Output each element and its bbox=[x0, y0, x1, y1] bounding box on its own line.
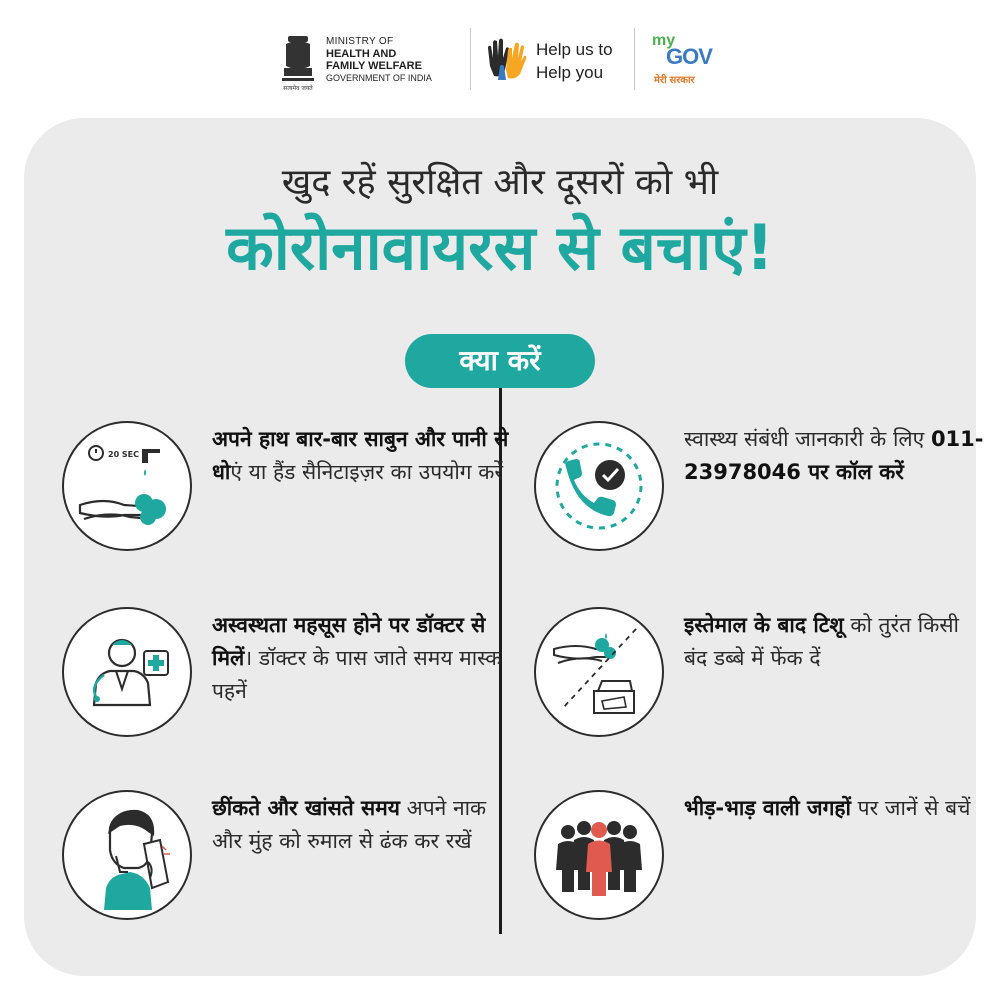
item-bold: इस्तेमाल के बाद टिशू bbox=[684, 613, 844, 637]
item-bold: भीड़-भाड़ वाली जगहों bbox=[684, 796, 851, 820]
mygov-tagline: मेरी सरकार bbox=[654, 75, 695, 86]
item-text bbox=[212, 423, 512, 489]
item-text bbox=[684, 792, 984, 825]
item-text bbox=[684, 609, 984, 675]
item-rest: एं या हैंड सैनिटाइज़र का उपयोग करें bbox=[230, 460, 503, 484]
item-text bbox=[212, 609, 512, 708]
header-divider bbox=[470, 28, 471, 90]
svg-text:सत्यमेव जयते: सत्यमेव जयते bbox=[283, 85, 313, 92]
crowd-icon bbox=[534, 790, 664, 920]
item-text bbox=[684, 423, 984, 489]
info-card bbox=[24, 118, 984, 976]
item-rest: पर जानें से बचें bbox=[851, 796, 971, 820]
help-line1: Help us to bbox=[536, 40, 613, 59]
raised-hands-icon bbox=[484, 36, 528, 84]
cover-sneeze-icon bbox=[62, 790, 192, 920]
item-text bbox=[212, 792, 512, 858]
item-rest: को तुरंत किसी बंद डब्बे में फेंक दें bbox=[684, 613, 959, 670]
ministry-line4: GOVERNMENT OF INDIA bbox=[326, 73, 432, 83]
hand-wash-icon bbox=[62, 421, 192, 551]
list-item-cover-sneeze bbox=[62, 790, 502, 920]
phone-check-icon bbox=[534, 421, 664, 551]
list-item-avoid-crowds bbox=[534, 790, 974, 920]
item-bold: अपने हाथ बार-बार साबुन और पानी से धो bbox=[212, 427, 509, 484]
list-item-doctor bbox=[62, 607, 502, 737]
card-title: कोरोनावायरस से बचाएं! bbox=[226, 211, 774, 284]
section-label: क्या करें bbox=[405, 334, 595, 388]
list-item-call bbox=[534, 421, 984, 551]
ministry-line1: MINISTRY OF bbox=[326, 36, 394, 47]
ministry-line3: FAMILY WELFARE bbox=[326, 60, 422, 72]
help-line2: Help you bbox=[536, 63, 604, 82]
national-emblem-icon bbox=[276, 32, 320, 92]
item-bold: अस्वस्थता महसूस होने पर डॉक्टर से मिलें bbox=[212, 613, 486, 670]
mygov-logo bbox=[652, 32, 722, 92]
item-rest: । डॉक्टर के पास जाते समय मास्क पहनें bbox=[212, 646, 502, 703]
mygov-my: my bbox=[652, 32, 676, 49]
help-logo bbox=[484, 36, 624, 92]
mygov-gov: GOV bbox=[666, 44, 712, 69]
item-rest: अपने नाक और मुंह को रुमाल से ढंक कर रखें bbox=[212, 796, 487, 853]
list-item-hand-wash bbox=[62, 421, 509, 551]
ministry-logo bbox=[276, 32, 456, 92]
item-pre: स्वास्थ्य संबंधी जानकारी के लिए bbox=[684, 427, 931, 451]
tissue-dispose-icon bbox=[534, 607, 664, 737]
ministry-line2: HEALTH AND bbox=[326, 48, 397, 60]
card-subtitle: खुद रहें सुरक्षित और दूसरों को भी bbox=[281, 162, 719, 203]
header-divider bbox=[634, 28, 635, 90]
item-bold: 011-23978046 पर कॉल करें bbox=[684, 427, 984, 484]
list-item-tissue bbox=[534, 607, 974, 737]
header-logos bbox=[0, 22, 1000, 102]
timer-label: 20 SEC bbox=[108, 450, 140, 459]
doctor-icon bbox=[62, 607, 192, 737]
item-bold: छींकते और खांसते समय bbox=[212, 796, 400, 820]
